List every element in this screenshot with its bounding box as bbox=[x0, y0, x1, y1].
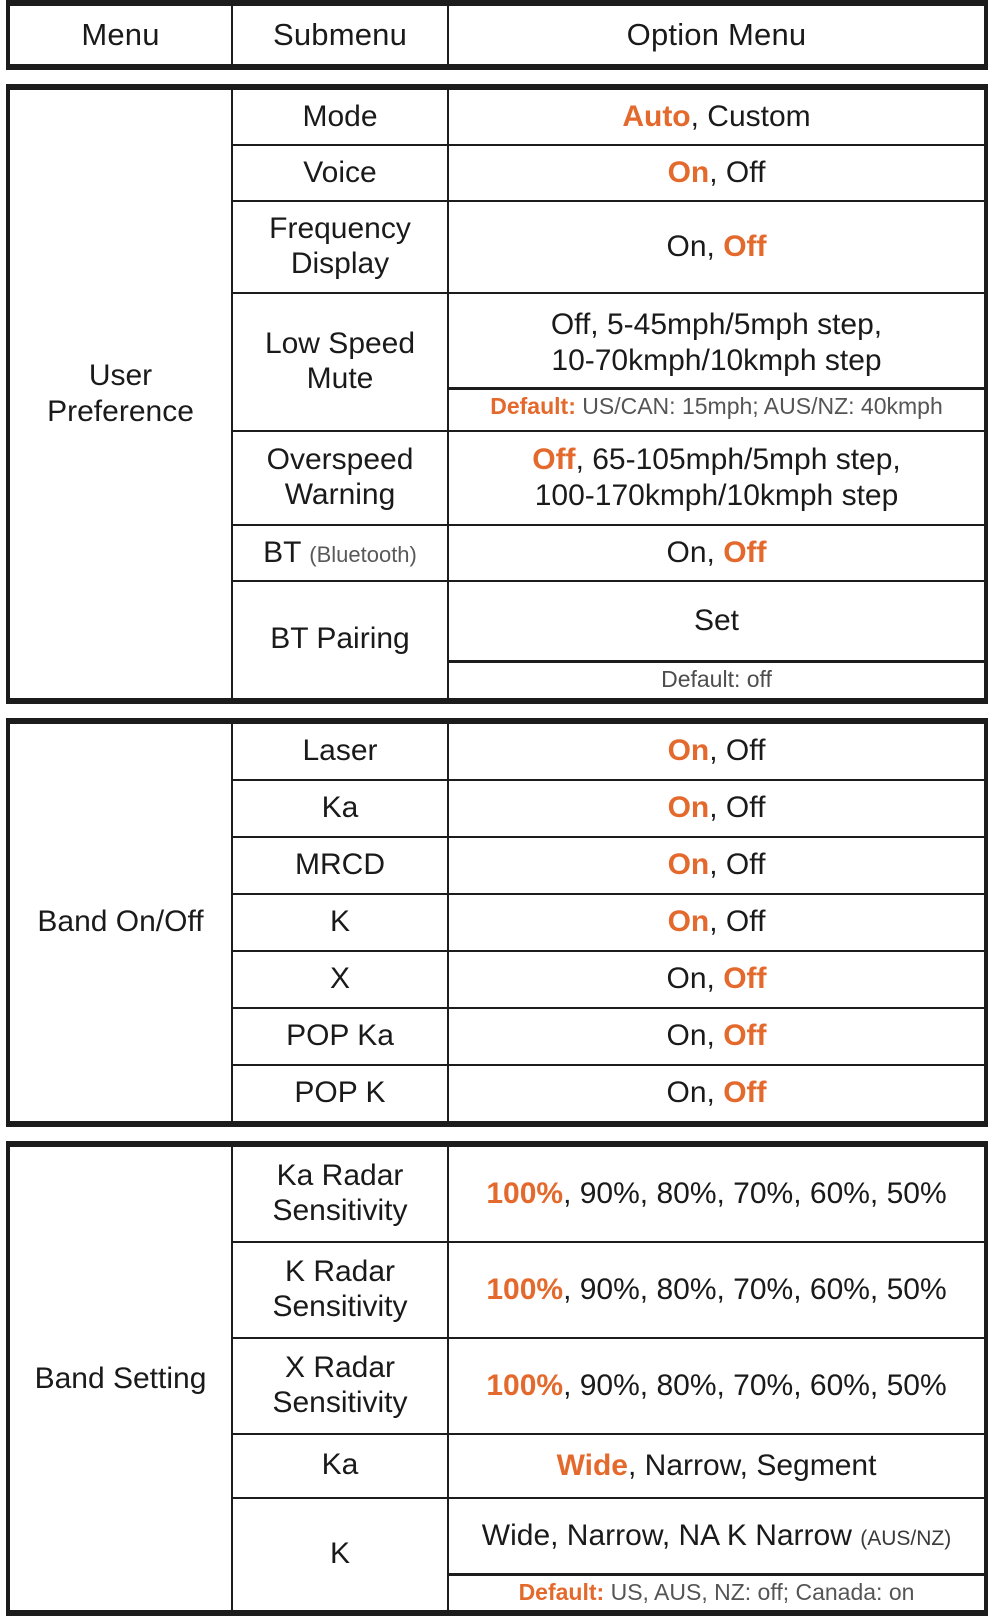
option-rest: On, bbox=[666, 1076, 724, 1110]
submenu-label-line1: Frequency bbox=[269, 212, 411, 246]
option-cell-bt-pairing[interactable] bbox=[448, 581, 984, 699]
option-text-ka-radar-sensitivity bbox=[449, 1169, 984, 1219]
table-row bbox=[10, 89, 984, 145]
option-rest: , Off bbox=[709, 905, 766, 939]
submenu-label-line1: Ka Radar bbox=[276, 1158, 404, 1192]
option-line-1: Off, 5-45mph/5mph step, bbox=[550, 308, 883, 342]
section-band-on-off bbox=[6, 718, 988, 1127]
option-rest: On, bbox=[666, 536, 724, 569]
option-main-cell bbox=[449, 299, 984, 389]
column-header-menu: Menu bbox=[10, 5, 232, 65]
submenu-label-line1: Overspeed bbox=[266, 443, 414, 477]
option-split-table bbox=[449, 299, 984, 425]
option-cell-k[interactable] bbox=[448, 894, 984, 951]
table-row bbox=[10, 723, 984, 780]
option-rest: , 90%, 80%, 70%, 60%, 50% bbox=[563, 1272, 947, 1306]
submenu-cell-ka-band-width[interactable]: Ka bbox=[232, 1434, 448, 1498]
section-band-setting bbox=[6, 1141, 988, 1616]
option-text-frequency-display bbox=[449, 222, 984, 272]
header-table bbox=[10, 4, 984, 66]
submenu-cell-low-speed-mute[interactable] bbox=[232, 293, 448, 431]
user-preference-table bbox=[10, 88, 984, 700]
option-default-value: Off bbox=[723, 962, 767, 996]
option-cell-k-band-width[interactable] bbox=[448, 1498, 984, 1612]
option-line-2: 100-170kmph/10kmph step bbox=[534, 479, 899, 512]
submenu-cell-ka-radar-sensitivity[interactable] bbox=[232, 1146, 448, 1242]
submenu-label-line2: Display bbox=[290, 247, 390, 280]
table-header-block bbox=[6, 0, 988, 70]
submenu-cell-pop-k[interactable]: POP K bbox=[232, 1065, 448, 1122]
table-row bbox=[10, 1146, 984, 1242]
option-default-cell: Default: off bbox=[449, 662, 984, 698]
option-default-value: Auto bbox=[622, 100, 691, 133]
option-default-value: On bbox=[667, 156, 710, 189]
submenu-cell-ka[interactable]: Ka bbox=[232, 780, 448, 837]
band-setting-table bbox=[10, 1145, 984, 1613]
option-text-voice bbox=[449, 148, 984, 198]
option-text-k bbox=[449, 897, 984, 947]
submenu-cell-mrcd[interactable]: MRCD bbox=[232, 837, 448, 894]
option-default-value: Off bbox=[723, 1019, 767, 1053]
option-default-cell bbox=[449, 1574, 984, 1610]
submenu-cell-bt-pairing[interactable]: BT Pairing bbox=[232, 581, 448, 699]
option-default-value: Wide bbox=[556, 1448, 628, 1482]
option-cell-laser[interactable] bbox=[448, 723, 984, 780]
option-parenthetical: (AUS/NZ) bbox=[860, 1526, 952, 1550]
option-text-pop-ka bbox=[449, 1011, 984, 1061]
option-line-2: 10-70kmph/10kmph step bbox=[551, 344, 882, 378]
default-value: US/CAN: 15mph; AUS/NZ: 40kmph bbox=[575, 393, 943, 420]
submenu-cell-frequency-display[interactable] bbox=[232, 201, 448, 293]
option-main-cell: Set bbox=[693, 604, 740, 637]
submenu-label-line2: Sensitivity bbox=[272, 1289, 408, 1323]
default-label: Default: bbox=[518, 1578, 605, 1605]
option-cell-ka-radar-sensitivity[interactable] bbox=[448, 1146, 984, 1242]
option-main-row bbox=[449, 582, 984, 662]
option-default-row bbox=[449, 389, 984, 425]
option-rest: , Off bbox=[709, 791, 766, 825]
option-cell-bt[interactable] bbox=[448, 525, 984, 581]
option-text-laser bbox=[449, 726, 984, 776]
submenu-label-line2: Sensitivity bbox=[272, 1385, 408, 1419]
option-default-value: 100% bbox=[486, 1272, 564, 1306]
submenu-cell-x-radar-sensitivity[interactable] bbox=[232, 1338, 448, 1434]
option-main-text: Wide, Narrow, NA K Narrow bbox=[481, 1518, 861, 1552]
option-cell-mrcd[interactable] bbox=[448, 837, 984, 894]
column-header-submenu: Submenu bbox=[232, 5, 448, 65]
option-text-mode bbox=[449, 92, 984, 142]
option-rest: , Off bbox=[709, 734, 766, 768]
submenu-label-line1: K Radar bbox=[284, 1254, 396, 1288]
option-text-k-radar-sensitivity bbox=[449, 1265, 984, 1315]
option-split-table bbox=[449, 1499, 984, 1611]
option-cell-mode[interactable] bbox=[448, 89, 984, 145]
option-default-value: On bbox=[667, 734, 710, 768]
option-text-pop-k bbox=[449, 1068, 984, 1118]
option-default-value: Off bbox=[723, 1076, 767, 1110]
option-split-table bbox=[449, 582, 984, 698]
option-cell-low-speed-mute[interactable] bbox=[448, 293, 984, 431]
submenu-cell-mode[interactable]: Mode bbox=[232, 89, 448, 145]
option-default-value: 100% bbox=[486, 1176, 564, 1210]
submenu-label-line1: Low Speed bbox=[264, 327, 416, 361]
option-text-ka-band-width bbox=[449, 1441, 984, 1491]
option-default-value: On bbox=[667, 791, 710, 825]
menu-label-line1: User bbox=[88, 359, 153, 393]
option-main-row bbox=[449, 299, 984, 389]
option-default-row bbox=[449, 1574, 984, 1610]
submenu-cell-pop-ka[interactable]: POP Ka bbox=[232, 1008, 448, 1065]
option-rest: , Custom bbox=[690, 100, 811, 133]
option-default-value: Off bbox=[532, 443, 576, 476]
option-text-mrcd bbox=[449, 840, 984, 890]
submenu-cell-k-radar-sensitivity[interactable] bbox=[232, 1242, 448, 1338]
option-rest: , 65-105mph/5mph step, bbox=[575, 443, 901, 476]
submenu-cell-k[interactable]: K bbox=[232, 894, 448, 951]
option-cell-x[interactable] bbox=[448, 951, 984, 1008]
option-text-overspeed-warning bbox=[449, 435, 984, 521]
option-cell-pop-k[interactable] bbox=[448, 1065, 984, 1122]
submenu-label-line2: Mute bbox=[306, 362, 374, 395]
menu-cell-band-setting: Band Setting bbox=[10, 1146, 232, 1612]
menu-cell-user-preference bbox=[10, 89, 232, 699]
submenu-label-bt: BT bbox=[263, 535, 301, 569]
submenu-label-line1: X Radar bbox=[284, 1350, 396, 1384]
option-rest: , 90%, 80%, 70%, 60%, 50% bbox=[563, 1176, 947, 1210]
option-rest: , Off bbox=[709, 156, 766, 189]
option-text-x bbox=[449, 954, 984, 1004]
option-text-x-radar-sensitivity bbox=[449, 1361, 984, 1411]
menu-cell-band-on-off: Band On/Off bbox=[10, 723, 232, 1122]
option-rest: On, bbox=[666, 962, 724, 996]
submenu-label-bt-parenthetical: (Bluetooth) bbox=[309, 541, 417, 567]
option-line-1 bbox=[455, 442, 978, 478]
table-header-row bbox=[10, 5, 984, 65]
submenu-cell-laser[interactable]: Laser bbox=[232, 723, 448, 780]
option-default-value: On bbox=[667, 848, 710, 882]
option-cell-pop-ka[interactable] bbox=[448, 1008, 984, 1065]
option-rest: On, bbox=[666, 230, 724, 263]
option-text-bt bbox=[449, 528, 984, 578]
option-rest: On, bbox=[666, 1019, 724, 1053]
option-main-row bbox=[449, 1499, 984, 1575]
section-user-preference bbox=[6, 84, 988, 704]
option-default-cell bbox=[449, 389, 984, 425]
option-rest: , 90%, 80%, 70%, 60%, 50% bbox=[563, 1368, 947, 1402]
default-value: US, AUS, NZ: off; Canada: on bbox=[604, 1578, 915, 1605]
submenu-label-line2: Warning bbox=[284, 478, 396, 511]
option-rest: , Narrow, Segment bbox=[627, 1448, 877, 1482]
option-default-value: Off bbox=[723, 536, 767, 569]
option-default-value: Off bbox=[723, 230, 767, 263]
option-default-row bbox=[449, 662, 984, 698]
band-on-off-table bbox=[10, 722, 984, 1123]
default-label: Default: bbox=[490, 393, 576, 420]
option-cell-overspeed-warning[interactable] bbox=[448, 431, 984, 525]
option-main-cell bbox=[449, 1499, 984, 1575]
submenu-cell-voice[interactable]: Voice bbox=[232, 145, 448, 201]
submenu-label-line2: Sensitivity bbox=[272, 1193, 408, 1227]
option-default-value: On bbox=[667, 905, 710, 939]
option-cell-voice[interactable] bbox=[448, 145, 984, 201]
option-text-ka bbox=[449, 783, 984, 833]
option-default-value: 100% bbox=[486, 1368, 564, 1402]
submenu-cell-x[interactable]: X bbox=[232, 951, 448, 1008]
option-cell-x-radar-sensitivity[interactable] bbox=[448, 1338, 984, 1434]
submenu-cell-bt[interactable] bbox=[232, 525, 448, 581]
option-cell-ka-band-width[interactable] bbox=[448, 1434, 984, 1498]
submenu-cell-overspeed-warning[interactable] bbox=[232, 431, 448, 525]
column-header-option-menu: Option Menu bbox=[448, 5, 984, 65]
option-cell-frequency-display[interactable] bbox=[448, 201, 984, 293]
menu-label-line2: Preference bbox=[47, 394, 194, 428]
option-rest: , Off bbox=[709, 848, 766, 882]
option-cell-k-radar-sensitivity[interactable] bbox=[448, 1242, 984, 1338]
option-cell-ka[interactable] bbox=[448, 780, 984, 837]
submenu-cell-k-band-width[interactable]: K bbox=[232, 1498, 448, 1612]
